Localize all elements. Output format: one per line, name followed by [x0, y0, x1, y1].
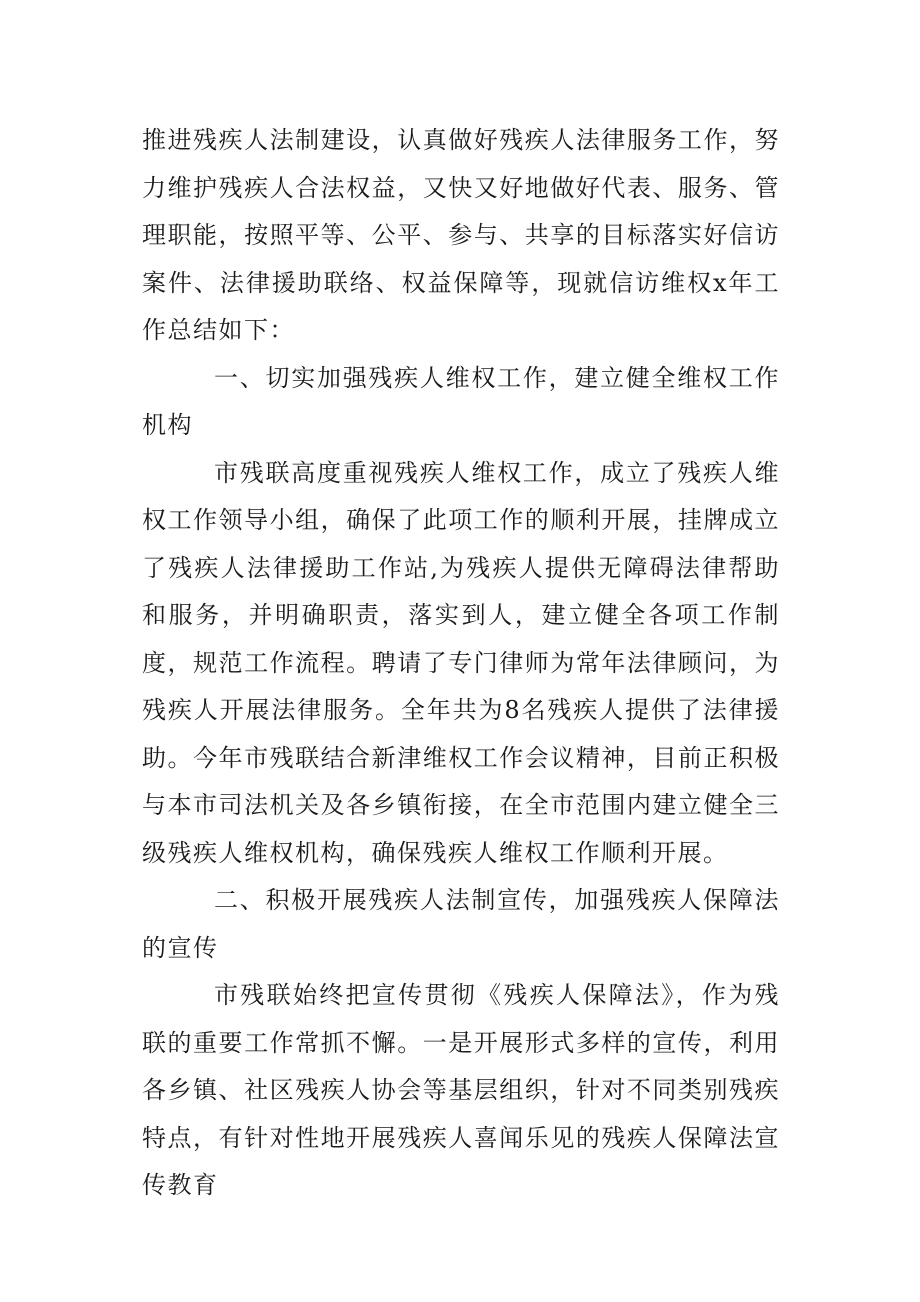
document-body [142, 117, 780, 1210]
section-heading-1: 一、切实加强残疾人维权工作，建立健全维权工作机构 [142, 363, 780, 439]
paragraph-section-2: 市残联始终把宣传贯彻《残疾人保障法》，作为残联的重要工作常抓不懈。一是开展形式多样的宣传，利用各乡镇、社区残疾人协会等基层组织，针对不同类别残疾特点，有针对性地开展残疾人喜闻乐见的残疾人保障法宣传教育 [142, 981, 780, 1199]
paragraph-intro: 推进残疾人法制建设，认真做好残疾人法律服务工作，努力维护残疾人合法权益，又快又好地做好代表、服务、管理职能，按照平等、公平、参与、共享的目标落实好信访案件、法律援助联络、权益保障等，现就信访维权x年工作总结如下： [142, 126, 780, 344]
paragraph-section-1: 市残联高度重视残疾人维权工作，成立了残疾人维权工作领导小组，确保了此项工作的顺利开展，挂牌成立了残疾人法律援助工作站,为残疾人提供无障碍法律帮助和服务，并明确职责，落实到人，建立健全各项工作制度，规范工作流程。聘请了专门律师为常年法律顾问，为残疾人开展法律服务。全年共为8名残疾人提供了法律援助。今年市残联结合新津维权工作会议精神，目前正积极与本市司法机关及各乡镇衔接，在全市范围内建立健全三级残疾人维权机构，确保残疾人维权工作顺利开展。 [142, 458, 780, 867]
section-heading-2: 二、积极开展残疾人法制宣传，加强残疾人保障法的宣传 [142, 886, 780, 962]
